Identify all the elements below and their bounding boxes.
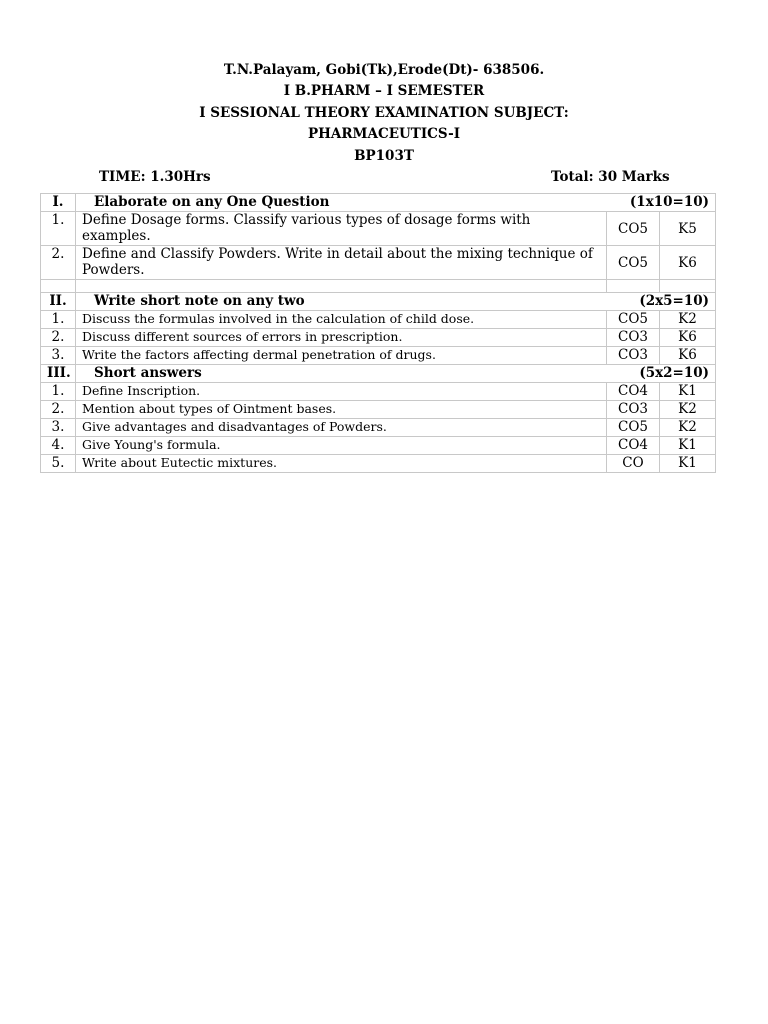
exam-time: TIME: 1.30Hrs [99,169,211,185]
question-text: Discuss the formulas involved in the calculation of child dose. [76,311,607,329]
course-outcome: CO3 [607,401,660,419]
question-number: 5. [41,455,76,473]
course-outcome: CO4 [607,383,660,401]
question-text: Define and Classify Powders. Write in detail about the mixing technique of Powders. [76,246,607,280]
course-outcome: CO5 [607,246,660,280]
knowledge-level: K2 [660,419,716,437]
section-title: Short answers [94,365,202,381]
knowledge-level: K2 [660,401,716,419]
knowledge-level: K1 [660,383,716,401]
question-number: 1. [41,212,76,246]
question-row [41,437,716,455]
section-number: II. [41,293,76,311]
knowledge-level: K2 [660,311,716,329]
question-number: 2. [41,246,76,280]
section-header-row [41,194,716,212]
total-marks: Total: 30 Marks [551,169,670,185]
question-row [41,212,716,246]
course-outcome: CO3 [607,329,660,347]
question-text: Define Dosage forms. Classify various types of dosage forms with examples. [76,212,607,246]
section-header-row [41,365,716,383]
question-text: Discuss different sources of errors in prescription. [76,329,607,347]
spacer-cell [607,280,660,293]
question-text: Give advantages and disadvantages of Powders. [76,419,607,437]
section-title-cell [76,293,716,311]
section-number: III. [41,365,76,383]
question-row [41,383,716,401]
spacer-row [41,280,716,293]
question-number: 3. [41,347,76,365]
spacer-cell [660,280,716,293]
spacer-cell [41,280,76,293]
section-number: I. [41,194,76,212]
course-outcome: CO5 [607,212,660,246]
institution-address: T.N.Palayam, Gobi(Tk),Erode(Dt)- 638506. [223,62,545,78]
question-text: Write the factors affecting dermal penetration of drugs. [76,347,607,365]
course-outcome: CO5 [607,311,660,329]
section-marks: (1x10=10) [629,194,710,210]
section-marks: (5x2=10) [639,365,710,381]
question-number: 2. [41,329,76,347]
section-marks: (2x5=10) [639,293,710,309]
question-row [41,246,716,280]
question-number: 2. [41,401,76,419]
question-text: Write about Eutectic mixtures. [76,455,607,473]
question-number: 4. [41,437,76,455]
spacer-cell [76,280,607,293]
section-title: Write short note on any two [94,293,305,309]
section-title-cell [76,365,716,383]
course-outcome: CO3 [607,347,660,365]
course-outcome: CO4 [607,437,660,455]
section-header-row [41,293,716,311]
subject-code: BP103T [354,148,414,164]
knowledge-level: K1 [660,437,716,455]
question-row [41,401,716,419]
exam-title: I SESSIONAL THEORY EXAMINATION SUBJECT: [199,105,569,121]
question-number: 1. [41,383,76,401]
knowledge-level: K6 [660,246,716,280]
course-outcome: CO [607,455,660,473]
question-table [40,193,716,473]
question-text: Mention about types of Ointment bases. [76,401,607,419]
question-text: Define Inscription. [76,383,607,401]
knowledge-level: K6 [660,347,716,365]
question-row [41,329,716,347]
question-text: Give Young's formula. [76,437,607,455]
course-outcome: CO5 [607,419,660,437]
question-row [41,311,716,329]
section-title-cell [76,194,716,212]
course-title: I B.PHARM – I SEMESTER [283,83,485,99]
question-row [41,419,716,437]
knowledge-level: K6 [660,329,716,347]
knowledge-level: K5 [660,212,716,246]
question-row [41,455,716,473]
question-number: 1. [41,311,76,329]
question-row [41,347,716,365]
section-title: Elaborate on any One Question [94,194,330,210]
knowledge-level: K1 [660,455,716,473]
question-number: 3. [41,419,76,437]
subject-title: PHARMACEUTICS-I [307,126,461,142]
